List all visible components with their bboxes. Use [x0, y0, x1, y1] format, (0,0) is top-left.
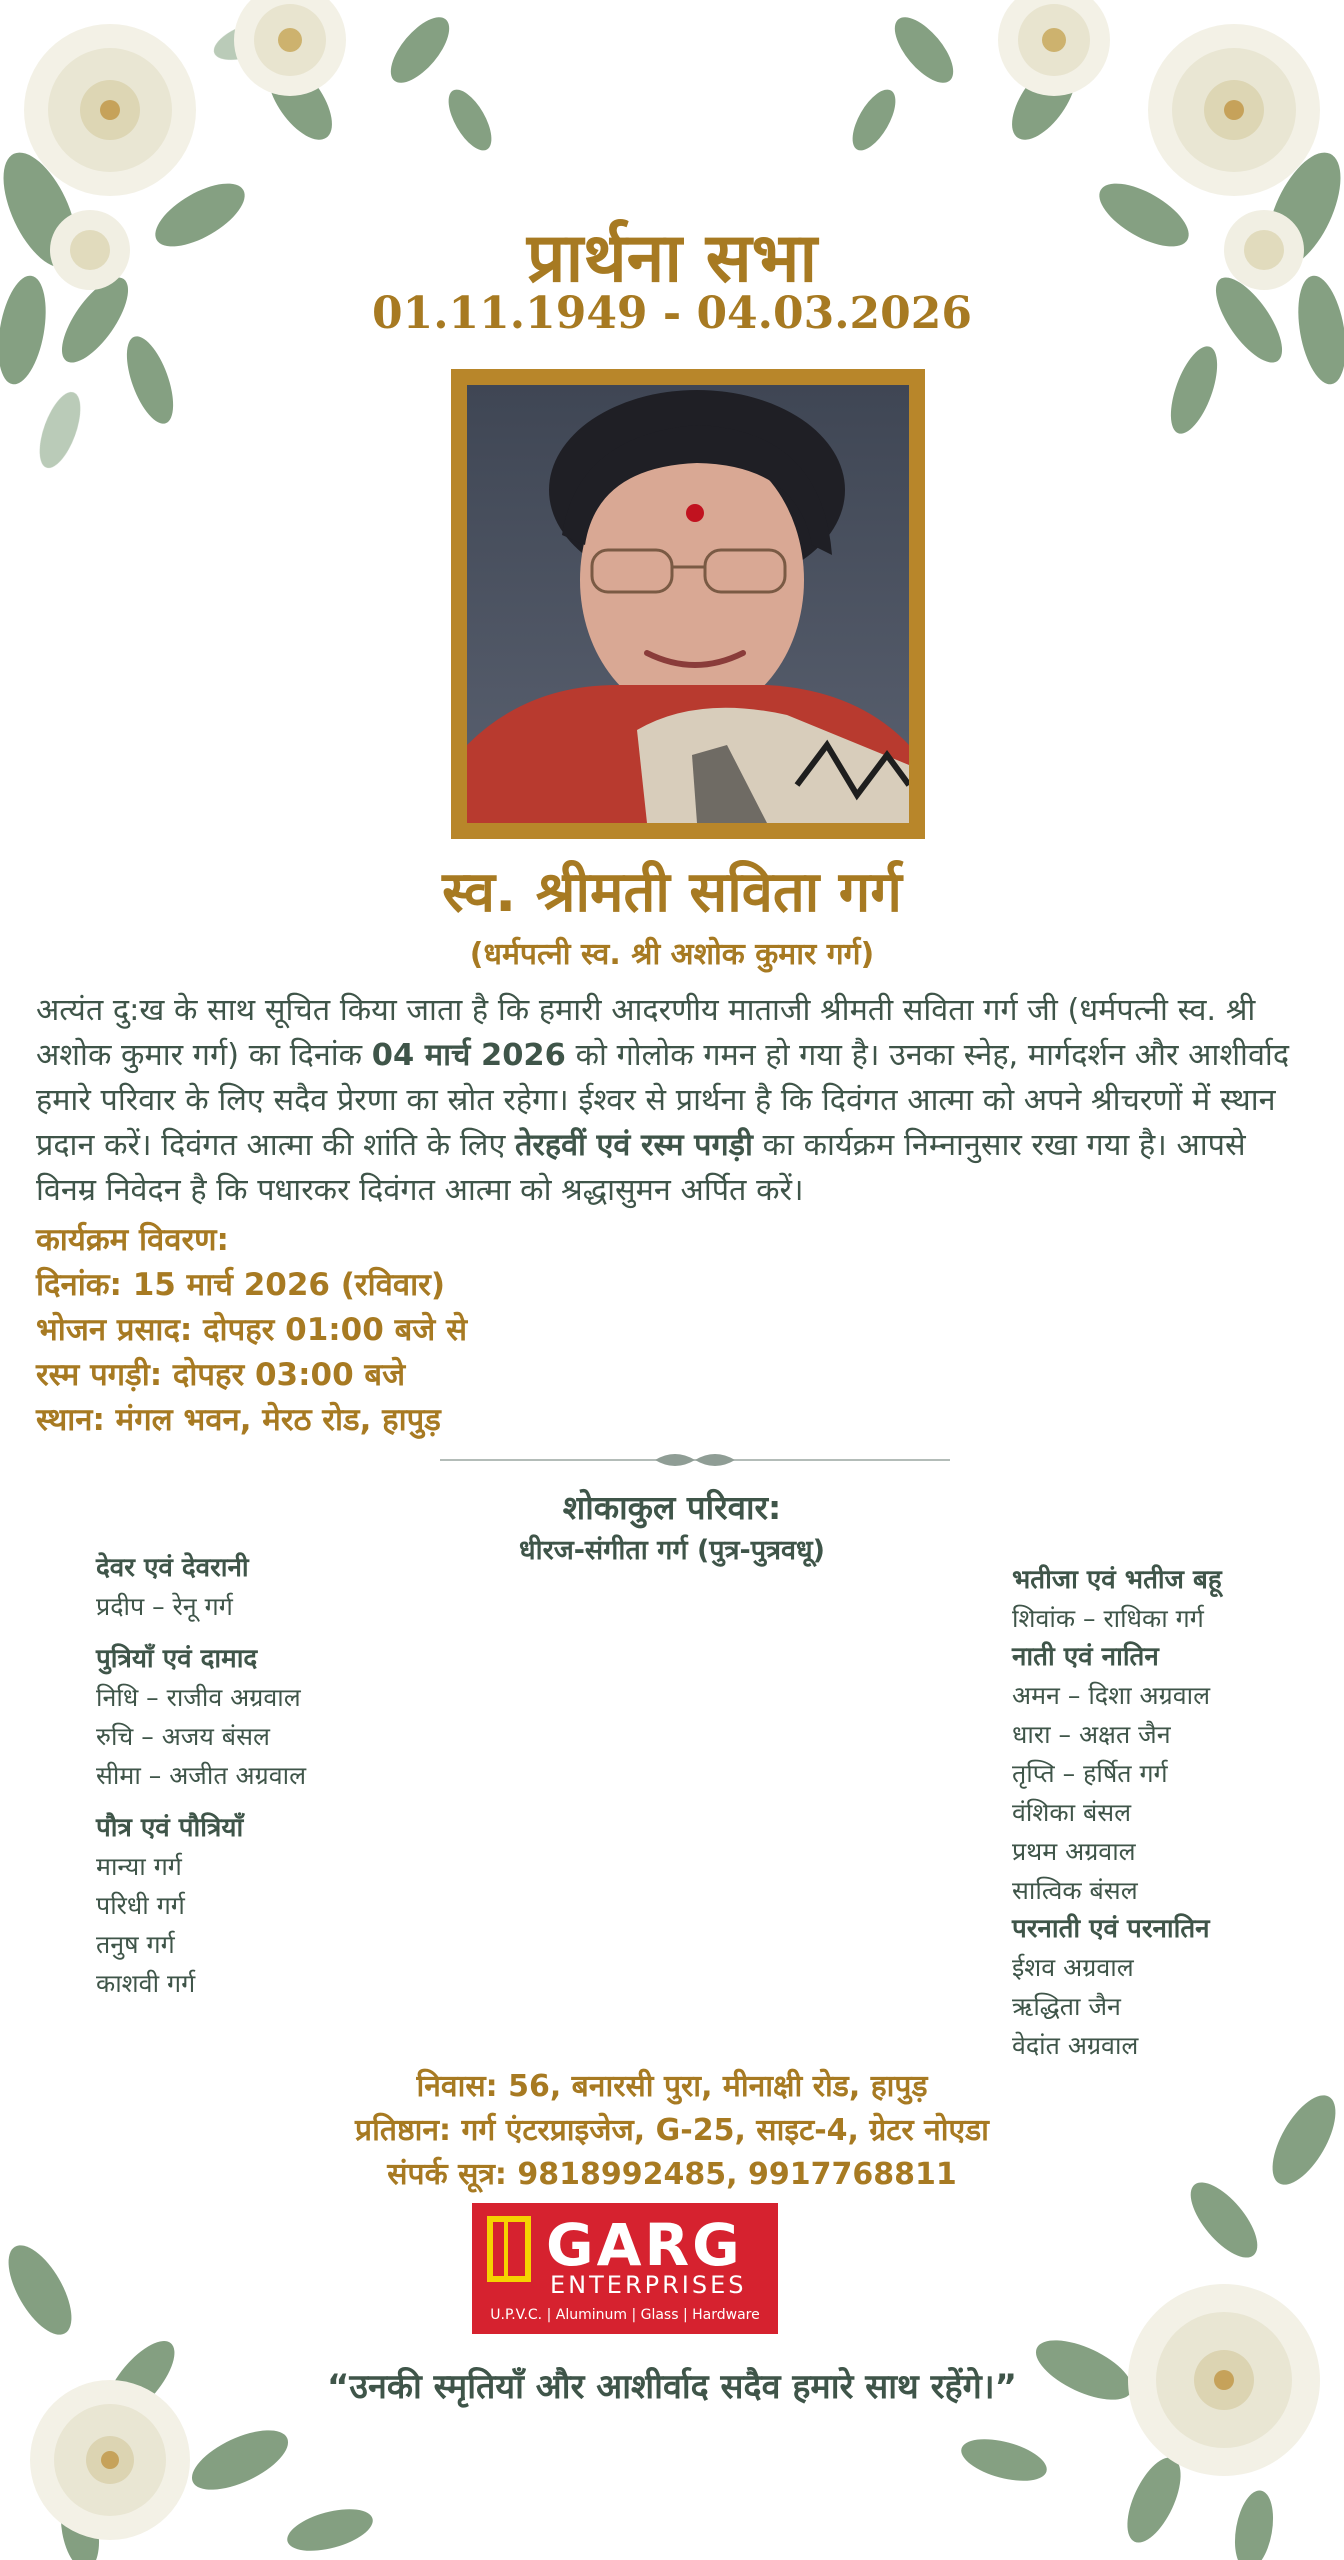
family-title: शोकाकुल परिवार: — [562, 1488, 782, 1527]
family-member: ऋद्धिता जैन — [1012, 1992, 1121, 2021]
announcement-text-2: को गोलोक गमन हो गया है। उनका स्नेह, मार्गदर्शन और आशीर्वाद हमारे परिवार के लिए सदैव प्रेरणा का स्रोत रहेगा। ईश्वर से प्रार्थना है कि दिवंगत आत्मा को अपने श्रीचरणों में स्थान प्रदान करें। दिवंगत आत्मा की शांति के लिए — [36, 1038, 1290, 1163]
announcement-ceremony: तेरहवीं एवं रस्म पगड़ी — [515, 1128, 753, 1163]
logo-name: GARG — [546, 2211, 743, 2279]
portrait-photo — [467, 385, 909, 823]
announcement-text-3: का कार्यक्रम निम्नानुसार रखा गया है। आपसे विनम्र निवेदन है कि पधारकर दिवंगत आत्मा को श्रद्धासुमन अर्पित करें। — [36, 1128, 1246, 1208]
garg-enterprises-logo — [472, 2203, 778, 2334]
family-member: शिवांक – राधिका गर्ग — [1012, 1604, 1204, 1633]
announcement-date: 04 मार्च 2026 — [371, 1038, 566, 1073]
program-date: दिनांक: 15 मार्च 2026 (रविवार) — [36, 1267, 445, 1303]
portrait-frame — [451, 369, 925, 839]
family-member: प्रथम अग्रवाल — [1012, 1837, 1136, 1866]
family-member: सीमा – अजीत अग्रवाल — [96, 1761, 307, 1790]
family-member: रुचि – अजय बंसल — [96, 1722, 270, 1751]
family-group-heading: नाती एवं नातिन — [1012, 1642, 1159, 1672]
business-address: प्रतिष्ठान: गर्ग एंटरप्राइजेज, G-25, साइट-4, ग्रेटर नोएडा — [355, 2113, 989, 2148]
family-left-column — [96, 1549, 306, 2003]
window-frame-icon — [484, 2213, 534, 2285]
spouse-note: (धर्मपत्नी स्व. श्री अशोक कुमार गर्ग) — [469, 937, 875, 972]
family-group-heading: देवर एवं देवरानी — [96, 1553, 249, 1583]
program-bhojan: भोजन प्रसाद: दोपहर 01:00 बजे से — [36, 1312, 468, 1348]
family-member: वंशिका बंसल — [1012, 1798, 1132, 1827]
family-group-heading: भतीजा एवं भतीज बहू — [1012, 1565, 1222, 1595]
contact-numbers: संपर्क सूत्र: 9818992485, 9917768811 — [387, 2157, 957, 2192]
family-member: मान्या गर्ग — [96, 1852, 182, 1881]
family-member: काशवी गर्ग — [96, 1969, 196, 1998]
family-member: प्रदीप – रेनू गर्ग — [96, 1592, 233, 1621]
family-member: निधि – राजीव अग्रवाल — [96, 1683, 301, 1712]
program-pagdi: रस्म पगड़ी: दोपहर 03:00 बजे — [36, 1357, 406, 1393]
announcement-paragraph — [36, 988, 1306, 1213]
family-member: सात्विक बंसल — [1012, 1876, 1138, 1905]
family-member: अमन – दिशा अग्रवाल — [1012, 1681, 1211, 1710]
family-group-heading: पुत्रियाँ एवं दामाद — [96, 1644, 258, 1674]
deceased-name: स्व. श्रीमती सविता गर्ग — [442, 860, 902, 925]
family-right-column — [1012, 1561, 1222, 2065]
family-member: तृप्ति – हर्षित गर्ग — [1012, 1759, 1168, 1788]
logo-tagline: U.P.V.C. | Aluminum | Glass | Hardware — [490, 2307, 760, 2323]
life-dates: 01.11.1949 - 04.03.2026 — [371, 288, 972, 339]
family-member: ईशव अग्रवाल — [1012, 1953, 1134, 1982]
family-member: परिधी गर्ग — [96, 1891, 185, 1920]
family-group-heading: परनाती एवं परनातिन — [1012, 1914, 1210, 1944]
program-heading: कार्यक्रम विवरण: — [36, 1222, 229, 1258]
ornamental-divider — [440, 1448, 950, 1472]
family-group-heading: पौत्र एवं पौत्रियाँ — [96, 1813, 244, 1843]
family-member: तनुष गर्ग — [96, 1930, 175, 1959]
family-son: धीरज-संगीता गर्ग (पुत्र-पुत्रवधू) — [519, 1535, 825, 1566]
family-member: वेदांत अग्रवाल — [1012, 2031, 1139, 2060]
logo-subtitle: ENTERPRISES — [550, 2271, 747, 2299]
announcement-text-1: अत्यंत दु:ख के साथ सूचित किया जाता है कि हमारी आदरणीय माताजी श्रीमती सविता गर्ग जी (धर्मपत्नी स्व. श्री अशोक कुमार गर्ग) का दिनांक — [36, 993, 1256, 1073]
memorial-quote: “उनकी स्मृतियाँ और आशीर्वाद सदैव हमारे साथ रहेंगे।” — [327, 2367, 1017, 2407]
family-member: धारा – अक्षत जैन — [1012, 1720, 1171, 1749]
program-venue: स्थान: मंगल भवन, मेरठ रोड, हापुड़ — [36, 1402, 441, 1438]
page-title: प्रार्थना सभा — [526, 218, 818, 298]
residence-address: निवास: 56, बनारसी पुरा, मीनाक्षी रोड, हापुड़ — [416, 2069, 928, 2104]
